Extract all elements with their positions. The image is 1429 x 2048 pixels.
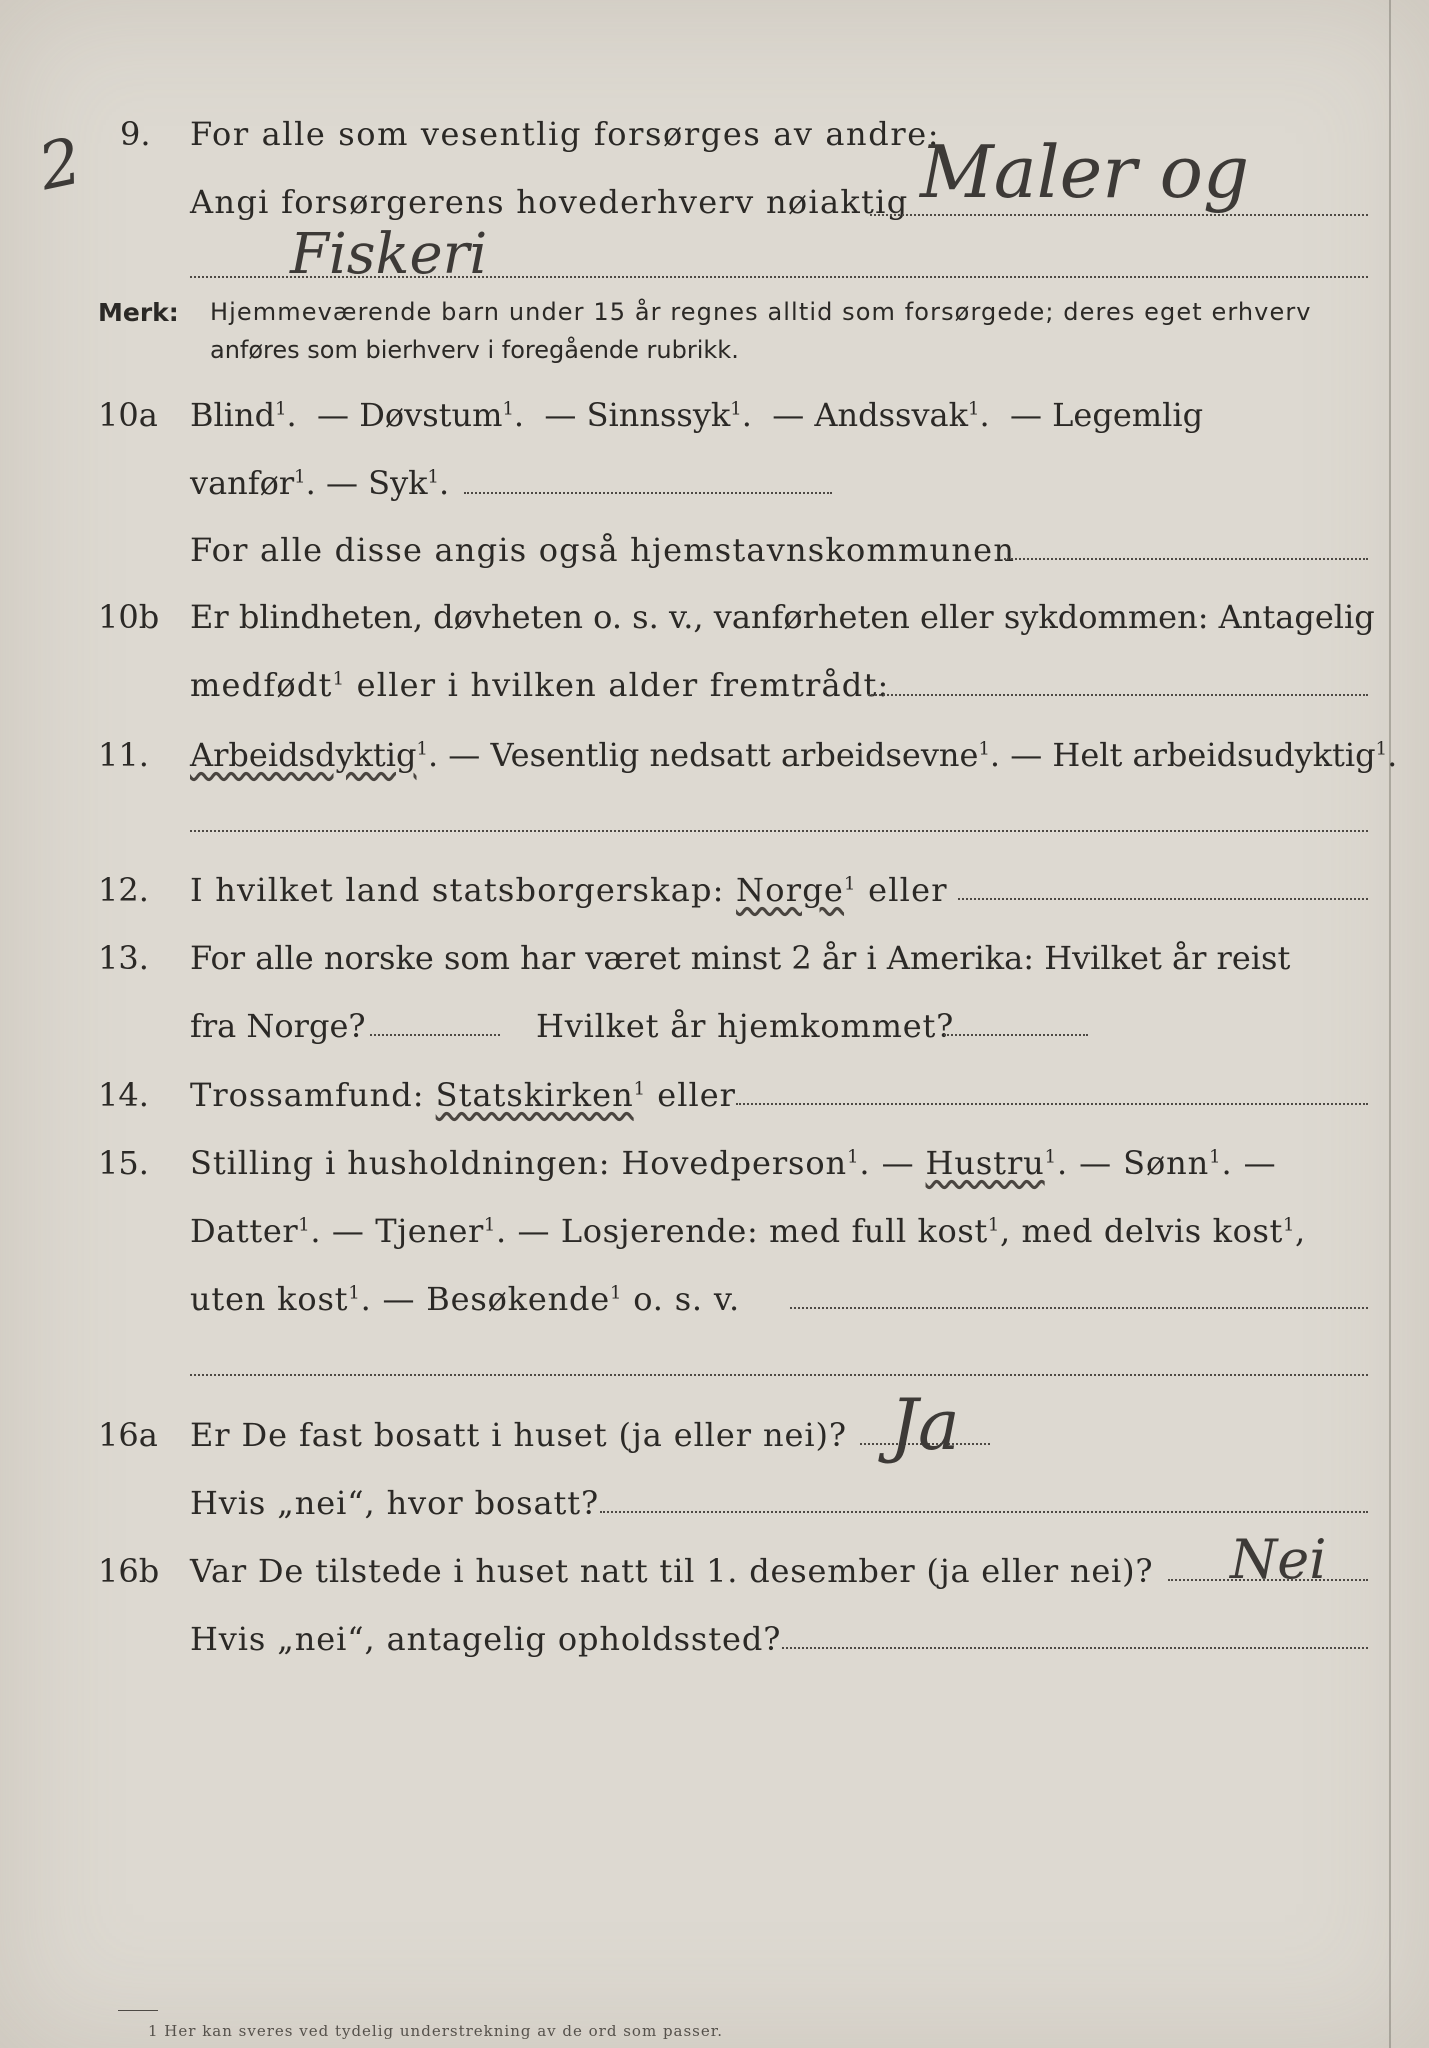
q14-statskirken-underlined: Statskirken (435, 1076, 634, 1114)
q9-answer-line1 (870, 214, 1368, 216)
q14-line: Trossamfund: Statskirken$^1$ eller (190, 1076, 736, 1114)
q10a-line1: Blind$^1$. — Døvstum$^1$. — Sinnssyk$^1$. — Andssvak$^1$. — Legemlig (190, 396, 1204, 434)
merk-label: Merk: (98, 298, 179, 327)
q15-line3: uten kost$^1$. — Besøkende$^1$ o. s. v. (190, 1280, 740, 1318)
q16b-line2: Hvis „nei“, antagelig opholdssted? (190, 1620, 782, 1658)
q12-number: 12. (98, 871, 149, 909)
q16b-number: 16b (98, 1552, 160, 1590)
q10a-hjemstavn-line (1004, 558, 1368, 560)
q15-hustru-underlined: Hustru (925, 1144, 1045, 1182)
q10b-line1: Er blindheten, døvheten o. s. v., vanførheten eller sykdommen: Antagelig (190, 598, 1375, 636)
q11-line: Arbeidsdyktig$^1$. — Vesentlig nedsatt arbeidsevne$^1$. — Helt arbeidsudyktig$^1$. (190, 736, 1398, 774)
q16b-opholdssted-line (782, 1647, 1368, 1649)
q15-answer-line (790, 1307, 1368, 1309)
q16a-handwritten-answer: Ja (890, 1384, 960, 1466)
q9-line2: Angi forsørgerens hovederhverv nøiaktig (190, 183, 909, 221)
q10a-line2: vanfør$^1$. — Syk$^1$. (190, 464, 450, 502)
q10a-andssvak: — Andssvak (772, 396, 969, 434)
q16b-line1: Var De tilstede i huset natt til 1. desember (ja eller nei)? (190, 1552, 1154, 1590)
q16a-line2: Hvis „nei“, hvor bosatt? (190, 1484, 600, 1522)
q10a-legemlig: — Legemlig (1009, 396, 1204, 434)
q10a-blind: Blind (190, 396, 276, 434)
q15-extra-line (190, 1374, 1368, 1376)
q14-number: 14. (98, 1076, 149, 1114)
q10a-sinnssyk: — Sinnssyk (544, 396, 731, 434)
footnote-rule (118, 2010, 158, 2011)
q9-number: 9. (120, 115, 151, 153)
q13-line2a: fra Norge? (190, 1007, 366, 1045)
merk-line1: Hjemmeværende barn under 15 år regnes alltid som forsørgede; deres eget erhverv (210, 298, 1312, 326)
footnote: 1 Her kan sveres ved tydelig understrekning av de ord som passer. (148, 2022, 724, 2040)
q16a-number: 16a (98, 1416, 158, 1454)
q12-answer-line (958, 898, 1368, 900)
q11-number: 11. (98, 736, 149, 774)
q10b-line2: medfødt$^1$ eller i hvilken alder fremtrådt: (190, 666, 890, 704)
merk-line2: anføres som bierhverv i foregående rubrikk. (210, 336, 739, 364)
q13-number: 13. (98, 939, 149, 977)
q12-line: I hvilket land statsborgerskap: Norge$^1$ eller (190, 871, 948, 909)
q9-handwritten-answer2: Fiskeri (290, 222, 488, 287)
q10b-alder-line (868, 694, 1368, 696)
q13-hjemkommet-line (944, 1034, 1088, 1036)
q15-line2: Datter$^1$. — Tjener$^1$. — Losjerende: med full kost$^1$, med delvis kost$^1$, (190, 1212, 1306, 1250)
q13-line1: For alle norske som har været minst 2 år i Amerika: Hvilket år reist (190, 939, 1291, 977)
page-edge (1389, 0, 1391, 2048)
q10a-syk: — Syk (325, 464, 428, 502)
q15-number: 15. (98, 1144, 149, 1182)
q9-line1: For alle som vesentlig forsørges av andre: (190, 115, 941, 153)
q10a-dovstum: — Døvstum (317, 396, 503, 434)
q10a-line3: For alle disse angis også hjemstavnskommunen (190, 531, 1016, 569)
q9-handwritten-answer1: Maler og (920, 130, 1250, 214)
q14-answer-line (736, 1103, 1368, 1105)
q16b-handwritten-answer: Nei (1230, 1528, 1327, 1591)
q13-reist-line (370, 1034, 500, 1036)
q10a-number: 10a (98, 396, 158, 434)
q11-arbeidsdyktig-underlined: Arbeidsdyktig (190, 736, 417, 774)
q13-line2b: Hvilket år hjemkommet? (536, 1007, 955, 1045)
q15-line1: Stilling i husholdningen: Hovedperson$^1$. — Hustru$^1$. — Sønn$^1$. — (190, 1144, 1277, 1182)
corner-pencil-mark: 2 (32, 124, 88, 206)
q16a-bosatt-line (600, 1511, 1368, 1513)
q12-norge-underlined: Norge (736, 871, 845, 909)
q11-answer-line (190, 830, 1368, 832)
q10b-number: 10b (98, 598, 160, 636)
q16a-line1: Er De fast bosatt i huset (ja eller nei)? (190, 1416, 847, 1454)
q10a-vanfor: vanfør (190, 464, 295, 502)
q10a-syk-line (464, 492, 832, 494)
